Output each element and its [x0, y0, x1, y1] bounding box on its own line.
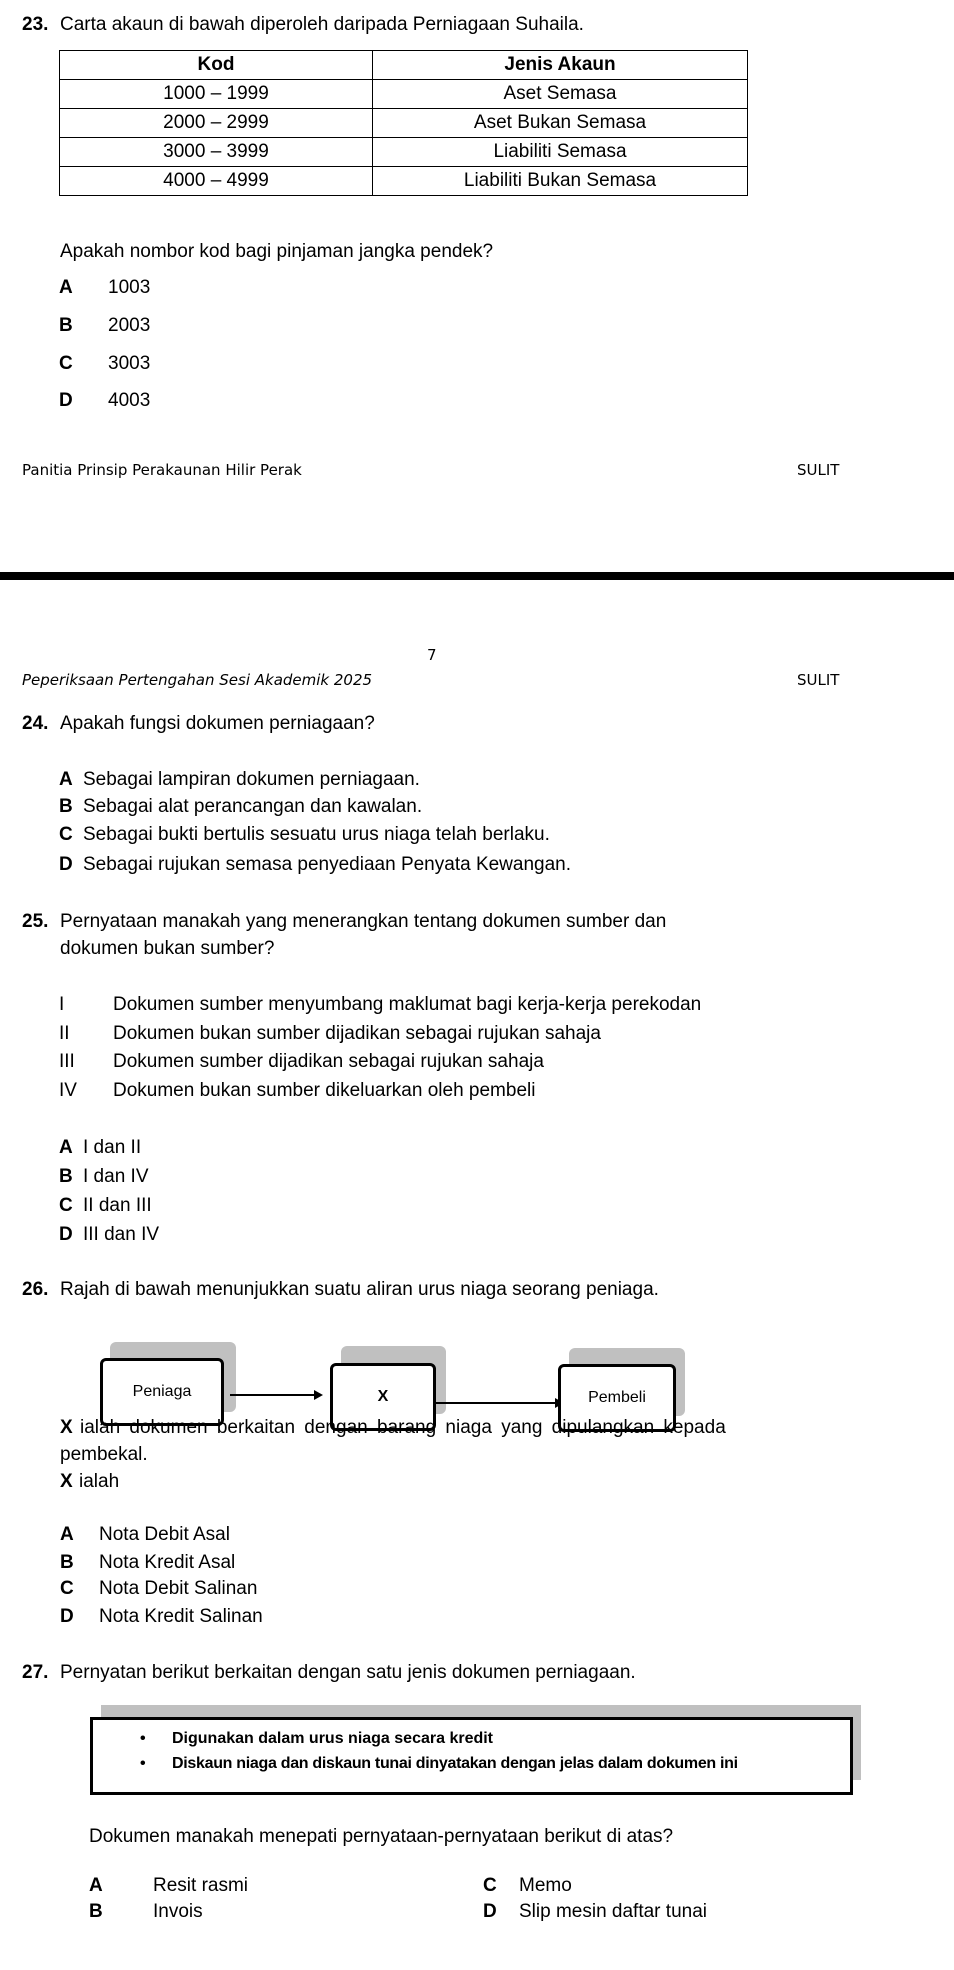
bullet-text: Digunakan dalam urus niaga secara kredit — [172, 1730, 494, 1747]
q26-text: Rajah di bawah menunjukkan suatu aliran urus niaga seorang peniaga. — [60, 1279, 659, 1300]
page-divider — [0, 572, 954, 580]
table-cell: Liabiliti Semasa — [373, 138, 748, 167]
table-cell: Aset Semasa — [373, 80, 748, 109]
option-letter: C — [483, 1875, 497, 1896]
table-cell: 4000 – 4999 — [60, 167, 373, 196]
chart-of-accounts-table — [59, 50, 748, 196]
q27-question: Dokumen manakah menepati pernyataan-pernyataan berikut di atas? — [89, 1826, 674, 1847]
statement-num: I — [59, 994, 65, 1015]
table-row — [60, 138, 748, 167]
statement-text: Dokumen sumber menyumbang maklumat bagi kerja-kerja perekodan — [113, 994, 702, 1015]
option-letter: C — [59, 353, 73, 374]
q26-desc: pembekal. — [60, 1444, 148, 1465]
q25-text: dokumen bukan sumber? — [60, 938, 275, 959]
option-text: Sebagai alat perancangan dan kawalan. — [83, 796, 423, 817]
header-right: SULIT — [797, 671, 840, 689]
arrow-icon — [314, 1390, 323, 1400]
q23-question: Apakah nombor kod bagi pinjaman jangka pendek? — [60, 241, 494, 262]
statement-num: IV — [59, 1080, 77, 1101]
node-label: Pembeli — [588, 1389, 646, 1406]
option-letter: C — [60, 1578, 74, 1599]
node-label: X — [377, 1388, 389, 1405]
table-row — [60, 80, 748, 109]
option-text: II dan III — [83, 1195, 152, 1216]
desc-x: X — [60, 1417, 73, 1438]
statement-num: II — [59, 1023, 70, 1044]
q26-number: 26. — [22, 1279, 49, 1300]
option-letter: B — [59, 315, 73, 336]
q26-desc: ialah — [79, 1471, 120, 1492]
option-text: Nota Kredit Salinan — [99, 1606, 263, 1627]
table-cell: 3000 – 3999 — [60, 138, 373, 167]
table-row — [60, 167, 748, 196]
option-text: 1003 — [108, 277, 151, 298]
option-text: III dan IV — [83, 1224, 160, 1245]
option-letter: D — [483, 1901, 497, 1922]
q23-number: 23. — [22, 14, 49, 35]
option-letter: B — [59, 1166, 73, 1187]
option-text: I dan IV — [83, 1166, 149, 1187]
bullet-icon: • — [140, 1730, 146, 1747]
option-text: 4003 — [108, 390, 151, 411]
option-letter: A — [59, 1137, 73, 1158]
option-letter: B — [89, 1901, 103, 1922]
statement-text: Dokumen sumber dijadikan sebagai rujukan sahaja — [113, 1051, 544, 1072]
table-header: Jenis Akaun — [373, 51, 748, 80]
option-letter: D — [59, 390, 73, 411]
q24-number: 24. — [22, 713, 49, 734]
option-text: Nota Debit Asal — [99, 1524, 230, 1545]
option-letter: B — [59, 796, 73, 817]
header-left: Peperiksaan Pertengahan Sesi Akademik 2025 — [22, 671, 373, 689]
table-cell: 1000 – 1999 — [60, 80, 373, 109]
option-letter: A — [60, 1524, 74, 1545]
q27-number: 27. — [22, 1662, 49, 1683]
page-number: 7 — [427, 646, 437, 664]
option-text: Sebagai bukti bertulis sesuatu urus niaga telah berlaku. — [83, 824, 550, 845]
option-text: Nota Kredit Asal — [99, 1552, 236, 1573]
q25-text: Pernyataan manakah yang menerangkan tentang dokumen sumber dan — [60, 911, 667, 932]
q23-text: Carta akaun di bawah diperoleh daripada Perniagaan Suhaila. — [60, 14, 584, 35]
option-letter: D — [59, 854, 73, 875]
q26-desc: ialah dokumen berkaitan dengan barang niaga yang dipulangkan kepada — [80, 1417, 726, 1438]
option-text: 2003 — [108, 315, 151, 336]
option-text: Invois — [153, 1901, 203, 1922]
statement-text: Dokumen bukan sumber dijadikan sebagai rujukan sahaja — [113, 1023, 601, 1044]
table-cell: Aset Bukan Semasa — [373, 109, 748, 138]
option-text: Nota Debit Salinan — [99, 1578, 258, 1599]
option-letter: A — [59, 769, 73, 790]
table-cell: Liabiliti Bukan Semasa — [373, 167, 748, 196]
option-letter: D — [60, 1606, 74, 1627]
option-letter: D — [59, 1224, 73, 1245]
q27-text: Pernyatan berikut berkaitan dengan satu jenis dokumen perniagaan. — [60, 1662, 636, 1683]
option-letter: A — [59, 277, 73, 298]
q24-text: Apakah fungsi dokumen perniagaan? — [60, 713, 375, 734]
option-text: Sebagai lampiran dokumen perniagaan. — [83, 769, 420, 790]
statement-text: Dokumen bukan sumber dikeluarkan oleh pembeli — [113, 1080, 536, 1101]
option-text: Resit rasmi — [153, 1875, 249, 1896]
option-text: 3003 — [108, 353, 151, 374]
desc-x: X — [60, 1471, 73, 1492]
footer-left: Panitia Prinsip Perakaunan Hilir Perak — [22, 461, 302, 479]
option-text: I dan II — [83, 1137, 142, 1158]
option-letter: C — [59, 824, 73, 845]
node-peniaga — [100, 1358, 224, 1426]
option-letter: B — [60, 1552, 74, 1573]
bullet-icon: • — [140, 1755, 146, 1772]
option-letter: C — [59, 1195, 73, 1216]
table-cell: 2000 – 2999 — [60, 109, 373, 138]
table-row — [60, 109, 748, 138]
table-header: Kod — [60, 51, 373, 80]
q25-number: 25. — [22, 911, 49, 932]
option-text: Memo — [519, 1875, 572, 1896]
node-label: Peniaga — [132, 1383, 192, 1400]
option-letter: A — [89, 1875, 103, 1896]
bullet-text: Diskaun niaga dan diskaun tunai dinyatakan dengan jelas dalam dokumen ini — [172, 1755, 738, 1772]
option-text: Sebagai rujukan semasa penyediaan Penyata Kewangan. — [83, 854, 572, 875]
option-text: Slip mesin daftar tunai — [519, 1901, 707, 1922]
statement-num: III — [59, 1051, 75, 1072]
footer-right: SULIT — [797, 461, 840, 479]
